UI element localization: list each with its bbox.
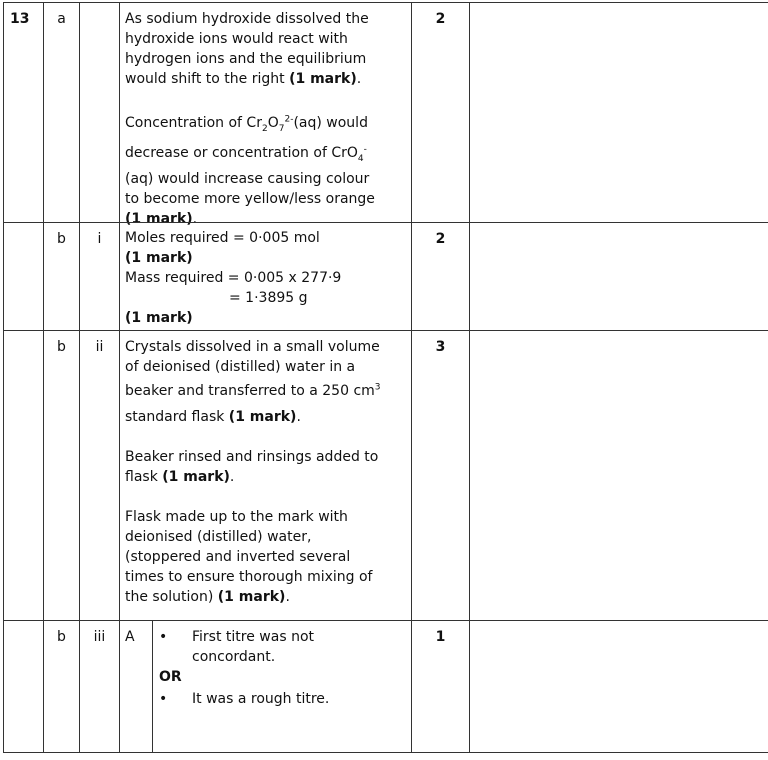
mark-label: (1 mark) <box>289 71 357 87</box>
mark-label: (1 mark) <box>162 469 230 485</box>
bullet-icon: • <box>159 691 168 707</box>
bullet-continuation <box>159 647 329 667</box>
mark-label: (1 mark) <box>125 211 193 227</box>
mark-label: (1 mark) <box>125 250 193 266</box>
mark-label: (1 mark) <box>125 310 193 326</box>
marks-cell <box>411 223 469 330</box>
subpart-label: ii <box>95 339 104 355</box>
mark-label: (1 mark) <box>228 409 297 425</box>
formula-script: - <box>363 144 367 155</box>
marks-cell <box>411 621 469 752</box>
question-number-cell <box>3 3 43 222</box>
answer-text <box>125 337 381 607</box>
answer-line <box>125 357 381 377</box>
answer-text-segment: . <box>296 409 301 425</box>
answer-text-segment: decrease or concentration of CrO <box>125 145 358 161</box>
subpart-label: iii <box>93 629 106 645</box>
answer-text-segment: times to ensure thorough mixing of <box>125 569 373 585</box>
bullet-item <box>159 689 329 709</box>
table-row-13bi <box>3 222 768 330</box>
answer-text-segment: deionised (distilled) water, <box>125 529 312 545</box>
answer-line <box>125 507 381 527</box>
answer-line <box>125 527 381 547</box>
answer-text-segment: Moles required = 0·005 mol <box>125 230 320 246</box>
answer-text-segment: (stoppered and inverted several <box>125 549 351 565</box>
answer-text <box>125 9 375 229</box>
answer-cell <box>152 621 411 752</box>
bullet-item <box>159 627 329 647</box>
question-number-cell <box>3 223 43 330</box>
part-cell <box>43 621 79 752</box>
answer-text-segment: of deionised (distilled) water in a <box>125 359 356 375</box>
notes-cell <box>469 331 768 620</box>
part-label: b <box>57 231 66 247</box>
answer-text-segment: Concentration of Cr <box>125 115 262 131</box>
answer-line <box>125 407 381 427</box>
formula-script: 3 <box>374 382 381 393</box>
formula-script: 7 <box>278 123 285 134</box>
answer-text-segment: = 1·3895 g <box>229 290 308 306</box>
answer-line <box>125 9 375 29</box>
bullet-text: concordant. <box>192 649 276 665</box>
answer-text-segment: Mass required = 0·005 x 277·9 <box>125 270 342 286</box>
subpart-cell <box>79 621 119 752</box>
answer-text-segment: (aq) would <box>293 115 368 131</box>
marks-cell <box>411 3 469 222</box>
answer-cell <box>119 331 411 620</box>
blank-line <box>125 487 381 507</box>
answer-line <box>125 139 375 169</box>
answer-line <box>125 337 381 357</box>
answer-text-segment: . <box>192 211 198 227</box>
answer-line <box>125 248 341 268</box>
answer-text-segment: . <box>356 71 362 87</box>
formula-script: 2 <box>261 123 268 134</box>
answer-line <box>125 288 341 308</box>
table-row-13bii <box>3 330 768 620</box>
answer-line <box>125 69 375 89</box>
or-label: OR <box>159 669 182 685</box>
answer-text-segment: . <box>229 469 235 485</box>
answer-text-segment: hydrogen ions and the equilibrium <box>125 51 367 67</box>
notes-cell <box>469 3 768 222</box>
bullet-text: First titre was not <box>192 629 314 645</box>
bullet-spacer <box>159 647 192 667</box>
question-number-cell <box>3 621 43 752</box>
subpart-cell <box>79 3 119 222</box>
answer-text-segment: Crystals dissolved in a small volume <box>125 339 380 355</box>
answer-cell <box>119 3 411 227</box>
answer-line <box>125 308 341 328</box>
subpart-cell <box>79 331 119 620</box>
question-number-cell <box>3 331 43 620</box>
answer-line <box>125 447 381 467</box>
part-cell <box>43 331 79 620</box>
answer-line <box>125 268 341 288</box>
answer-text-segment: . <box>285 589 290 605</box>
subpart-cell <box>79 223 119 330</box>
notes-cell <box>469 621 768 752</box>
blank-line <box>125 89 375 109</box>
formula-script: 4 <box>357 153 364 164</box>
marks-value: 1 <box>435 629 446 645</box>
bullet-icon: • <box>159 629 168 645</box>
answer-text <box>159 627 329 709</box>
table-row-13biii <box>3 620 768 753</box>
option-label: A <box>125 629 135 645</box>
answer-line <box>125 29 375 49</box>
part-label: b <box>57 339 66 355</box>
answer-text-segment: (aq) would increase causing colour <box>125 171 370 187</box>
answer-text-segment: beaker and transferred to a 250 cm <box>125 383 375 399</box>
bullet-text: It was a rough titre. <box>192 691 330 707</box>
option-cell <box>119 621 152 752</box>
part-label: a <box>57 11 66 27</box>
answer-text-segment: As sodium hydroxide dissolved the <box>125 11 369 27</box>
answer-text-segment: flask <box>125 469 163 485</box>
answer-text-segment: Flask made up to the mark with <box>125 509 348 525</box>
answer-line <box>125 109 375 139</box>
subpart-label: i <box>97 231 102 247</box>
answer-text-segment: hydroxide ions would react with <box>125 31 348 47</box>
answer-text-segment: the solution) <box>125 589 218 605</box>
mark-label: (1 mark) <box>217 589 286 605</box>
part-label: b <box>57 629 66 645</box>
answer-line <box>125 467 381 487</box>
answer-text-segment: to become more yellow/less orange <box>125 191 375 207</box>
part-cell <box>43 223 79 330</box>
answer-text-segment: Beaker rinsed and rinsings added to <box>125 449 379 465</box>
marks-value: 2 <box>435 11 446 27</box>
answer-line <box>125 587 381 607</box>
marks-cell <box>411 331 469 620</box>
answer-line <box>125 377 381 407</box>
answer-text-segment: standard flask <box>125 409 229 425</box>
marks-value: 2 <box>435 231 446 247</box>
marks-value: 3 <box>435 339 446 355</box>
notes-cell <box>469 223 768 330</box>
answer-text-segment: O <box>267 115 279 131</box>
part-cell <box>43 3 79 222</box>
answer-line <box>125 169 375 189</box>
formula-script: 2- <box>284 114 294 125</box>
answer-line <box>125 49 375 69</box>
answer-line <box>125 547 381 567</box>
answer-cell <box>119 223 411 330</box>
blank-line <box>125 427 381 447</box>
answer-line <box>125 189 375 209</box>
question-number: 13 <box>10 11 30 27</box>
answer-text-segment: would shift to the right <box>125 71 290 87</box>
answer-text <box>125 228 341 328</box>
answer-line <box>125 567 381 587</box>
answer-line <box>125 228 341 248</box>
table-row-13a <box>3 2 768 227</box>
